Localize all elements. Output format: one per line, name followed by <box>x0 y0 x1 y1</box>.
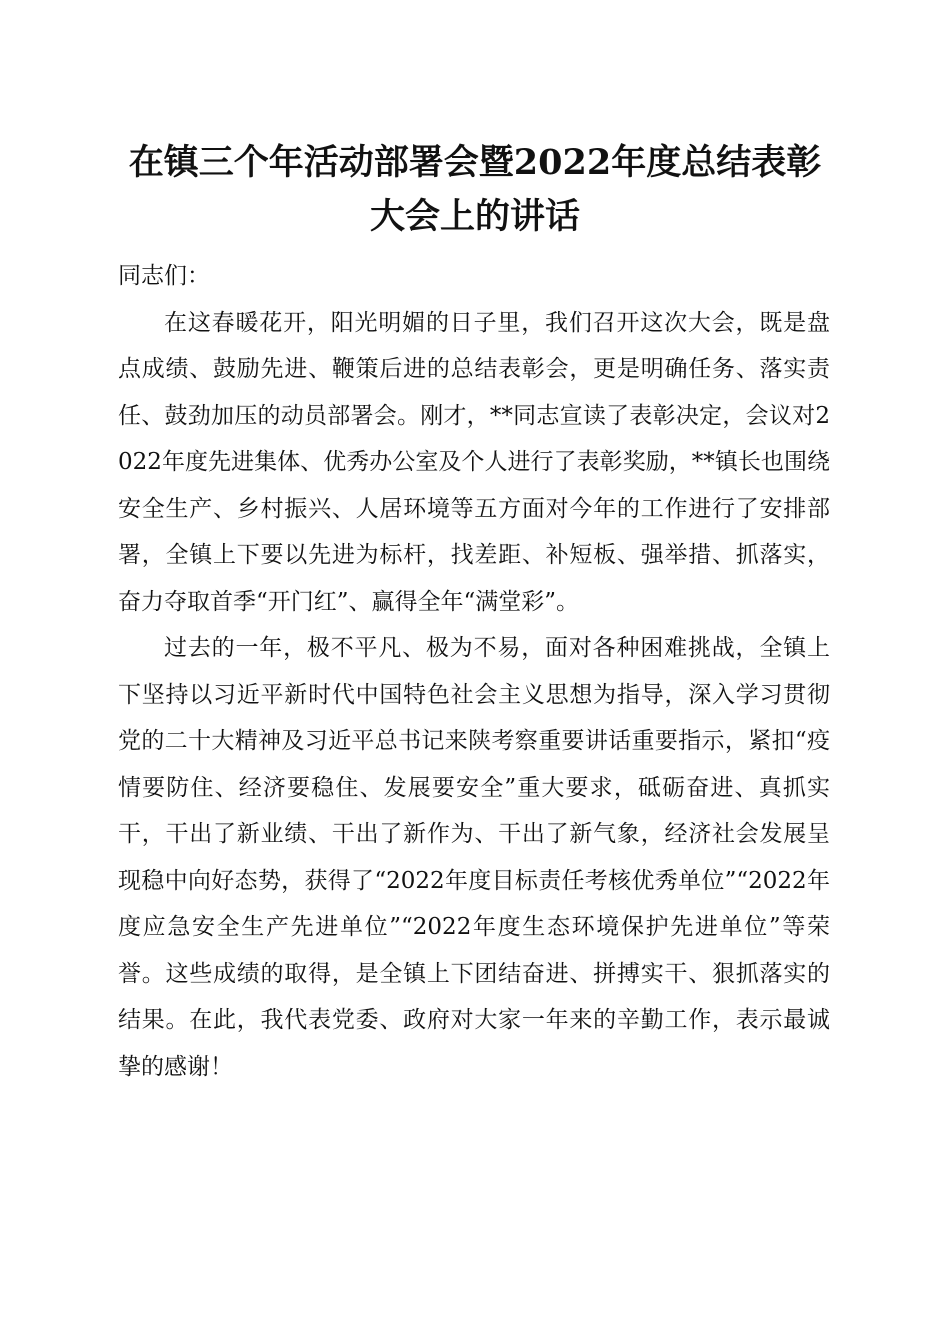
paragraph-2: 过去的一年，极不平凡、极为不易，面对各种困难挑战，全镇上下坚持以习近平新时代中国特色社会主义思想为指导，深入学习贯彻党的二十大精神及习近平总书记来陕考察重要讲话重要指示，紧扣“疫情要防住、经济要稳住、发展要安全”重大要求，砥砺奋进、真抓实干，干出了新业绩、干出了新作为、干出了新气象，经济社会发展呈现稳中向好态势，获得了“2022年度目标责任考核优秀单位”“2022年度应急安全生产先进单位”“2022年度生态环境保护先进单位”等荣誉。这些成绩的取得，是全镇上下团结奋进、拼搏实干、狠抓落实的结果。在此，我代表党委、政府对大家一年来的辛勤工作，表示最诚挚的感谢！ <box>118 635 830 1080</box>
document-body <box>118 253 830 1090</box>
title-line-1: 在镇三个年活动部署会暨2022年度总结表彰 <box>128 142 822 183</box>
paragraph-1: 在这春暖花开，阳光明媚的日子里，我们召开这次大会，既是盘点成绩、鼓励先进、鞭策后进的总结表彰会，更是明确任务、落实责任、鼓劲加压的动员部署会。刚才，**同志宣读了表彰决定，会议对2022年度先进集体、优秀办公室及个人进行了表彰奖励，**镇长也围绕安全生产、乡村振兴、人居环境等五方面对今年的工作进行了安排部署，全镇上下要以先进为标杆，找差距、补短板、强举措、抓落实，奋力夺取首季“开门红”、赢得全年“满堂彩”。 <box>118 309 830 615</box>
document-title <box>100 136 850 244</box>
salutation: 同志们： <box>118 263 210 289</box>
title-line-2: 大会上的讲话 <box>369 196 580 237</box>
